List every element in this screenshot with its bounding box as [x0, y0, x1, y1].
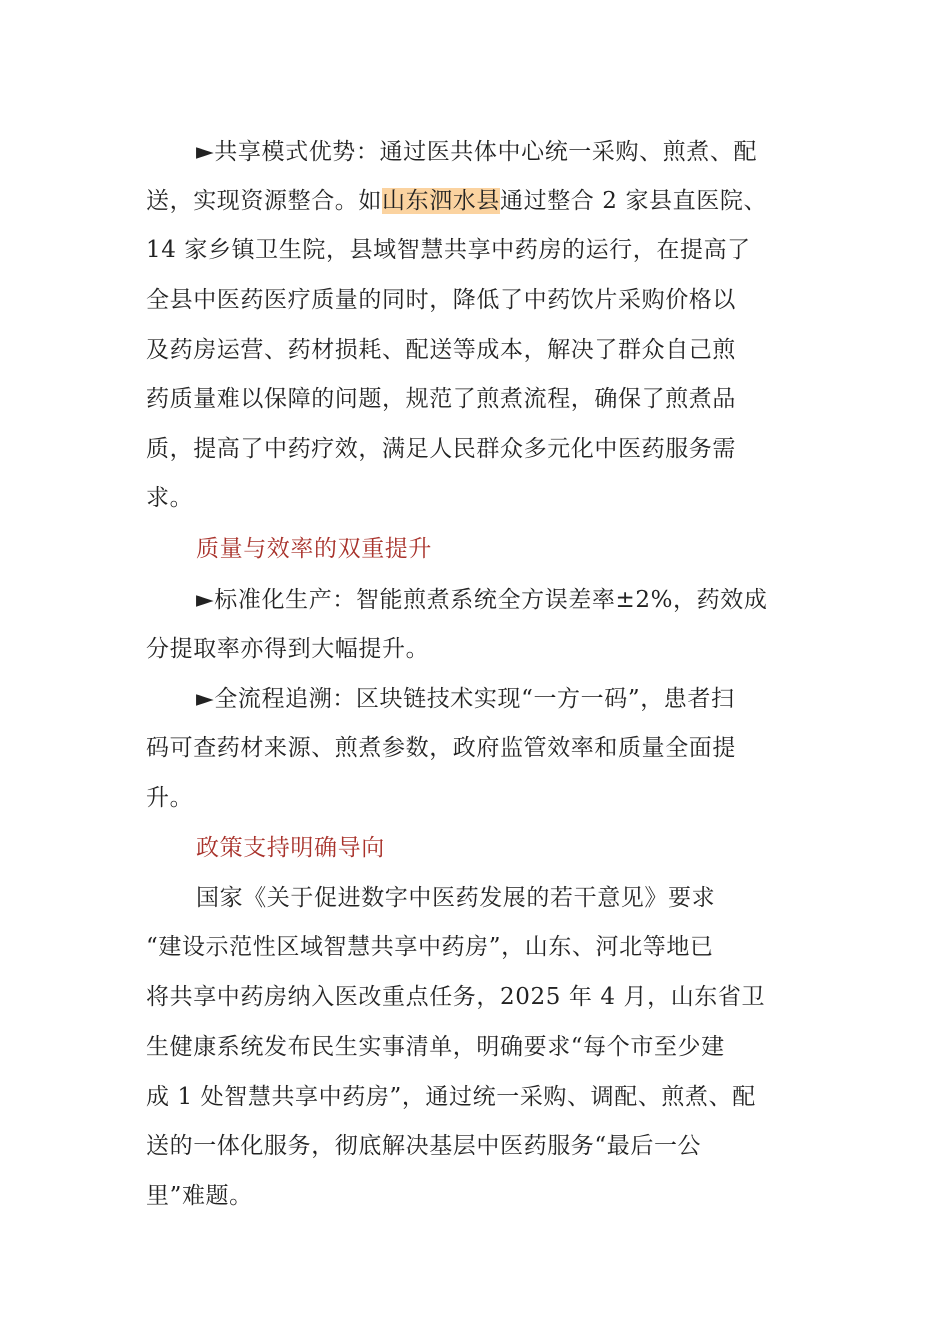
paragraph-policy-line-3: 将共享中药房纳入医改重点任务，2025 年 4 月，山东省卫 — [146, 984, 766, 1010]
paragraph-shared-mode-line-7: 质，提高了中药疗效，满足人民群众多元化中医药服务需 — [146, 436, 736, 462]
text-segment: 送，实现资源整合。如 — [146, 188, 382, 214]
paragraph-policy-line-6: 送的一体化服务，彻底解决基层中医药服务“最后一公 — [146, 1133, 702, 1159]
paragraph-shared-mode-line-2 — [146, 185, 816, 217]
paragraph-policy-line-1: 国家《关于促进数字中医药发展的若干意见》要求 — [196, 885, 716, 911]
paragraph-policy-line-5: 成 1 处智慧共享中药房”，通过统一采购、调配、煎煮、配 — [146, 1084, 756, 1110]
paragraph-standardization-line-2: 分提取率亦得到大幅提升。 — [146, 636, 430, 662]
paragraph-policy-line-7: 里”难题。 — [146, 1183, 253, 1209]
paragraph-shared-mode-line-6: 药质量难以保障的问题，规范了煎煮流程，确保了煎煮品 — [146, 386, 736, 412]
paragraph-shared-mode-line-5: 及药房运营、药材损耗、配送等成本，解决了群众自己煎 — [146, 337, 736, 363]
paragraph-policy-line-4: 生健康系统发布民生实事清单，明确要求“每个市至少建 — [146, 1034, 725, 1060]
paragraph-shared-mode-line-3: 14 家乡镇卫生院，县域智慧共享中药房的运行，在提高了 — [146, 237, 751, 263]
paragraph-traceability-line-1: ►全流程追溯：区块链技术实现“一方一码”，患者扫 — [196, 686, 735, 712]
paragraph-policy-line-2: “建设示范性区域智慧共享中药房”，山东、河北等地已 — [146, 934, 714, 960]
section-heading-quality-efficiency: 质量与效率的双重提升 — [196, 536, 432, 562]
paragraph-traceability-line-2: 码可查药材来源、煎煮参数，政府监管效率和质量全面提 — [146, 735, 736, 761]
highlighted-place-name: 山东泗水县 — [382, 188, 500, 214]
text-segment: 通过整合 2 家县直医院、 — [500, 188, 768, 214]
section-heading-policy-support: 政策支持明确导向 — [196, 835, 385, 861]
paragraph-traceability-line-3: 升。 — [146, 785, 194, 811]
paragraph-standardization-line-1: ►标准化生产：智能煎煮系统全方误差率±2%，药效成 — [196, 587, 768, 613]
paragraph-shared-mode-line-8: 求。 — [146, 485, 194, 511]
paragraph-shared-mode-line-4: 全县中医药医疗质量的同时，降低了中药饮片采购价格以 — [146, 287, 736, 313]
paragraph-shared-mode-line-1: ►共享模式优势：通过医共体中心统一采购、煎煮、配 — [196, 139, 758, 165]
